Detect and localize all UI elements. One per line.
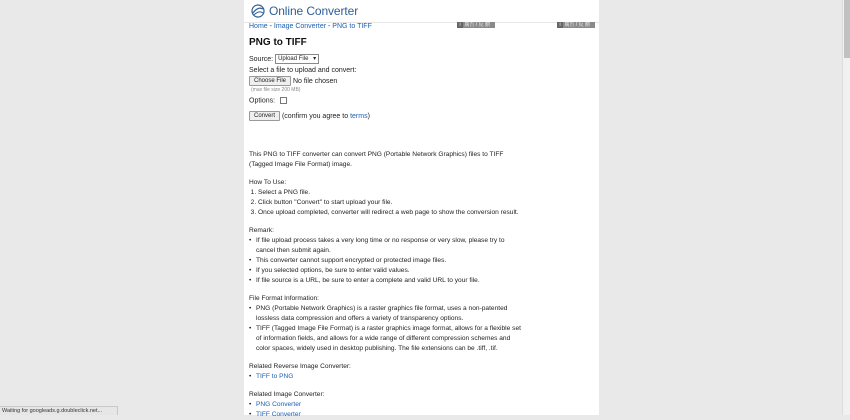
list-item: • If file source is a URL, be sure to enter a complete and valid URL to your file.: [256, 276, 521, 286]
intro-text: This PNG to TIFF converter can convert PNG (Portable Network Graphics) files to TIFF (Tagged Image File Format) image.: [249, 151, 504, 168]
ad-feedback-label: 廣告 / 反 饋: [564, 22, 590, 28]
breadcrumb: [249, 23, 372, 30]
ad-label-right[interactable]: [557, 22, 595, 28]
tiff-converter-link[interactable]: TIFF Converter: [256, 411, 301, 418]
page-container: [244, 0, 599, 418]
file-status-text: No file chosen: [292, 77, 338, 85]
list-item: [256, 410, 521, 420]
png-converter-link[interactable]: PNG Converter: [256, 401, 302, 408]
choose-file-button[interactable]: Choose File: [249, 76, 291, 86]
list-item: • TIFF (Tagged Image File Format) is a raster graphics image format, allows for a flexible set of information fields, and allows for a wide range of different compression schemes and color spaces, widely used in desktop publishing. The file extensions can be .tiff, .tif.: [256, 324, 521, 354]
options-checkbox[interactable]: [280, 97, 287, 104]
reverse-heading: Related Reverse Image Converter:: [249, 363, 351, 370]
ad-feedback-label: 廣告 / 反 饋: [464, 22, 490, 28]
confirm-text-prefix: (confirm you agree to: [281, 112, 351, 120]
howto-heading: How To Use:: [249, 179, 287, 186]
scrollbar-thumb[interactable]: [844, 0, 850, 58]
source-select[interactable]: [275, 54, 319, 64]
breadcrumb-separator: -: [267, 23, 274, 30]
info-icon: i: [457, 22, 463, 28]
related-heading: Related Image Converter:: [249, 391, 325, 398]
list-item: [256, 372, 521, 382]
info-icon: i: [557, 22, 563, 28]
ad-label-left[interactable]: [457, 22, 495, 28]
source-select-value: Upload File: [278, 56, 309, 62]
list-item: 1. Select a PNG file.: [258, 188, 521, 198]
reverse-list: [249, 372, 521, 382]
list-item: 3. Once upload completed, converter will redirect a web page to show the conversion result.: [258, 208, 521, 218]
site-header: [244, 0, 599, 23]
dropdown-arrow-icon: ▾: [313, 56, 317, 62]
convert-row: [249, 111, 370, 121]
list-item: 2. Click button "Convert" to start upload your file.: [258, 198, 521, 208]
format-list: [249, 304, 521, 354]
confirm-text-suffix: ): [367, 112, 370, 120]
breadcrumb-home-link[interactable]: Home: [249, 23, 268, 30]
content-section: [249, 150, 521, 420]
select-file-label: Select a file to upload and convert:: [249, 67, 357, 74]
tiff-to-png-link[interactable]: TIFF to PNG: [256, 373, 294, 380]
list-item: • PNG (Portable Network Graphics) is a raster graphics file format, uses a non-patented lossless data compression and offers a variety of transparency options.: [256, 304, 521, 324]
remark-heading: Remark:: [249, 227, 274, 234]
breadcrumb-separator: -: [326, 23, 333, 30]
list-item: • This converter cannot support encrypted or protected image files.: [256, 256, 521, 266]
list-item: • If file upload process takes a very long time or no response or very slow, please try to cancel then submit again.: [256, 236, 521, 256]
page-title: PNG to TIFF: [249, 37, 307, 48]
list-item: [256, 400, 521, 410]
page-scrollbar[interactable]: [842, 0, 850, 415]
related-list: [249, 400, 521, 420]
remark-list: [249, 236, 521, 286]
breadcrumb-section-link[interactable]: Image Converter: [273, 23, 327, 30]
terms-link[interactable]: terms: [350, 112, 368, 120]
source-row: [249, 54, 319, 64]
options-row: [249, 97, 287, 104]
browser-status-bar: Waiting for googleads.g.doubleclick.net...: [0, 406, 118, 415]
max-file-size-note: (max file size 200 MB): [251, 87, 301, 93]
file-input-row: [249, 76, 337, 86]
site-logo-text[interactable]: Online Converter: [269, 4, 359, 18]
convert-button[interactable]: Convert: [249, 111, 280, 121]
format-heading: File Format Information:: [249, 295, 319, 302]
list-item: • If you selected options, be sure to enter valid values.: [256, 266, 521, 276]
breadcrumb-current-link[interactable]: PNG to TIFF: [332, 23, 372, 30]
logo-icon[interactable]: [251, 4, 265, 18]
options-label: Options:: [249, 97, 276, 105]
source-label: Source:: [249, 55, 274, 63]
howto-list: [249, 188, 521, 218]
